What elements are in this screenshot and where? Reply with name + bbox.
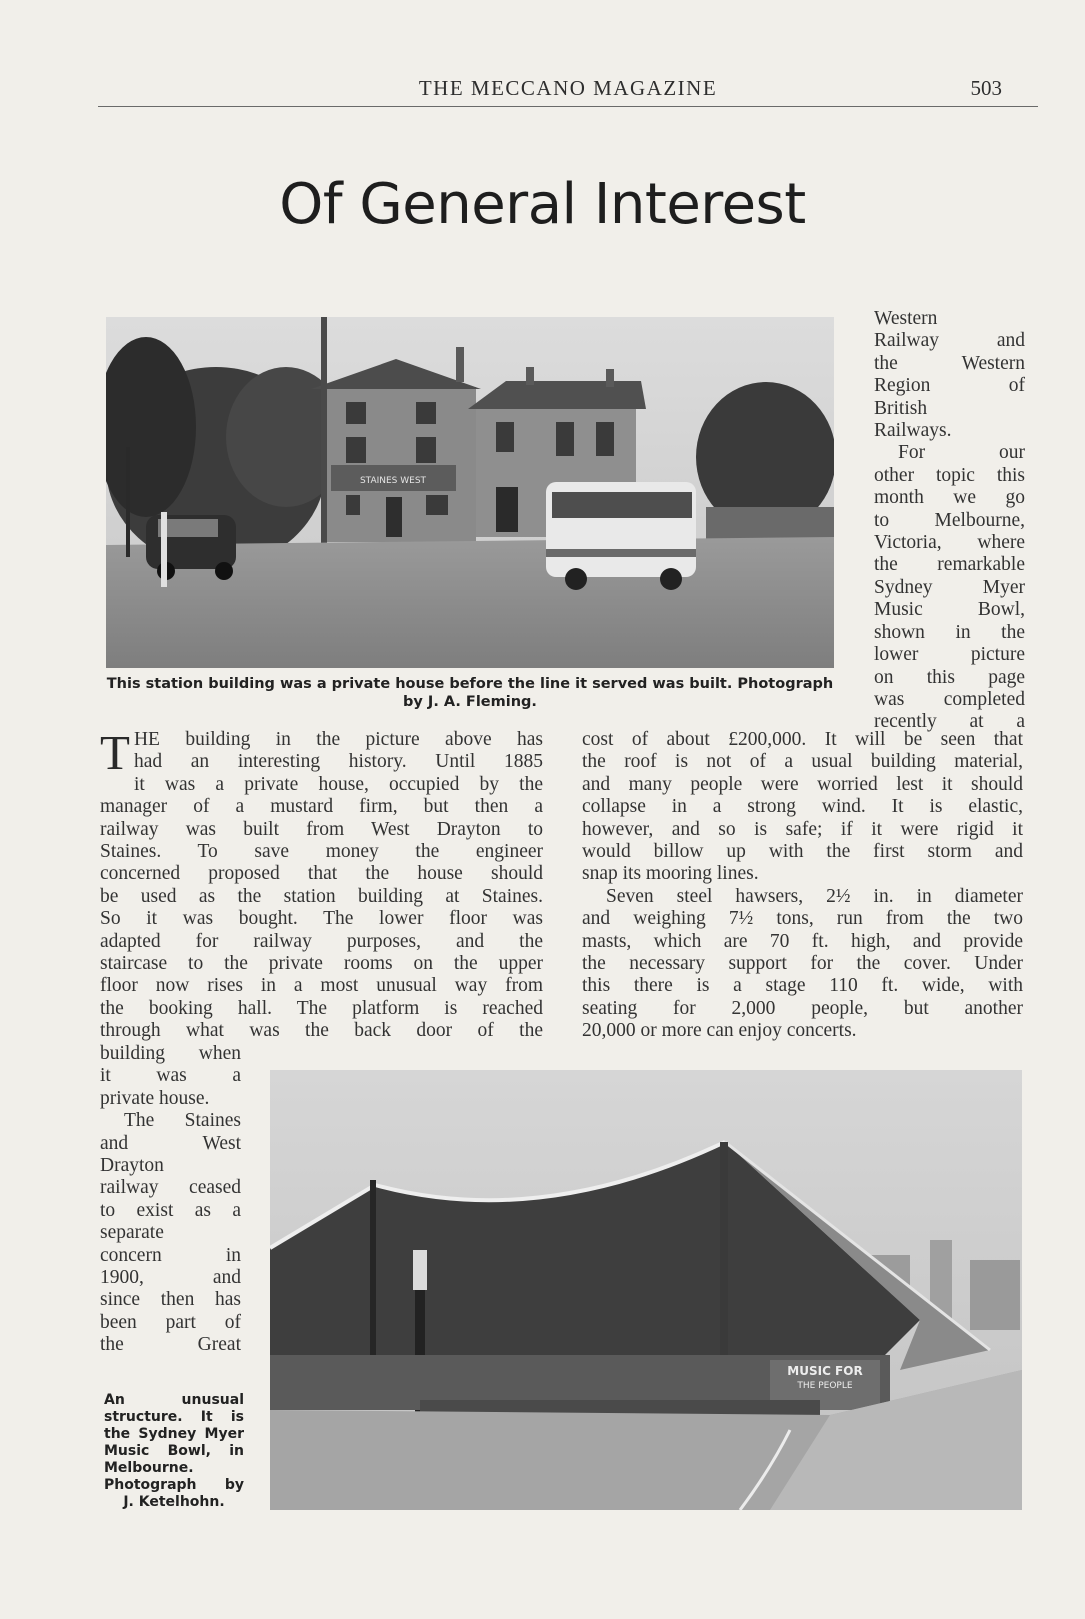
text-line: was completed [874, 688, 1025, 710]
left-column-text [100, 725, 543, 1043]
text-line: building when [100, 1043, 241, 1064]
text-line: this there is a stage 110 ft. wide, with [582, 975, 1023, 997]
text-line: So it was bought. The lower floor was [100, 908, 543, 930]
page-number: 503 [970, 76, 1002, 100]
caption-credit: J. Ketelhohn. [123, 1494, 225, 1510]
text-line: separate [100, 1222, 164, 1244]
text-line: to exist as a [100, 1199, 241, 1221]
middle-column-text [582, 729, 1023, 1043]
text-line: Railway and [874, 330, 1025, 352]
text-line: railway was built from West Drayton to [100, 818, 543, 840]
top-caption-line: This station building was a private house before the line it served was built. Photograph [106, 676, 834, 692]
text-line: floor now rises in a most unusual way from [100, 975, 543, 997]
text-line: staircase to the private rooms on the upper [100, 953, 543, 975]
text-line: had an interesting history. Until 1885 [133, 751, 543, 773]
station-sign-text: STAINES WEST [359, 476, 427, 486]
text-line: month we go [874, 487, 1025, 509]
text-line: the Great [100, 1334, 241, 1356]
text-line: For our [898, 442, 1025, 464]
text-line: and West [100, 1132, 241, 1154]
top-caption-credit: by J. A. Fleming. [403, 694, 537, 710]
text-line: the remarkable [874, 554, 1025, 576]
text-line: and many people were worried lest it should [582, 773, 1023, 795]
text-line: masts, which are 70 ft. high, and provide [582, 930, 1023, 952]
text-line: been part of [100, 1311, 241, 1333]
text-line: private house. [100, 1087, 210, 1109]
caption-line: Music Bowl, in [104, 1443, 244, 1459]
text-line: the necessary support for the cover. Under [582, 953, 1023, 975]
music-bowl-photo [270, 1070, 1022, 1510]
text-line: the roof is not of a usual building material, [582, 751, 1023, 773]
article-headline: Of General Interest [279, 172, 806, 237]
text-line: and weighing 7½ tons, run from the two [582, 908, 1023, 930]
text-line: Music Bowl, [874, 599, 1025, 621]
caption-line: Melbourne. [104, 1460, 194, 1476]
text-line: to Melbourne, [874, 509, 1025, 531]
text-line: Staines. To save money the engineer [100, 841, 543, 863]
text-line: Drayton [100, 1155, 164, 1177]
caption-line: Photograph by [104, 1477, 244, 1493]
text-line: British [874, 397, 928, 419]
text-line: cost of about £200,000. It will be seen that [582, 729, 1023, 750]
text-line: Sydney Myer [874, 576, 1025, 598]
text-line: however, and so is safe; if it were rigid it [582, 818, 1023, 840]
text-line: adapted for railway purposes, and the [100, 930, 543, 952]
text-line: Region of [874, 375, 1025, 397]
text-line: HE building in the picture above has [133, 729, 543, 750]
text-line: seating for 2,000 people, but another [582, 997, 1023, 1019]
text-line: since then has [100, 1289, 241, 1311]
running-title: THE MECCANO MAGAZINE [418, 76, 718, 100]
text-line: Victoria, where [874, 532, 1025, 554]
text-line: the Western [874, 352, 1025, 374]
text-line: concerned proposed that the house should [100, 863, 543, 885]
text-line: The Staines [124, 1110, 241, 1132]
text-line: other topic this [874, 464, 1025, 486]
station-building-photo [106, 317, 834, 668]
caption-line: the Sydney Myer [104, 1426, 244, 1442]
drop-cap: T [100, 725, 130, 780]
text-line: it was a [100, 1065, 241, 1087]
caption-line: structure. It is [104, 1409, 244, 1425]
text-line: concern in [100, 1244, 241, 1266]
text-line: on this page [874, 666, 1025, 688]
text-line: railway ceased [100, 1177, 241, 1199]
caption-line: An unusual [104, 1392, 244, 1408]
bowl-sign-line1: MUSIC FOR [787, 1364, 863, 1378]
text-line: be used as the station building at Staines. [100, 885, 543, 907]
text-line: lower picture [874, 644, 1025, 666]
text-line: would billow up with the first storm and [582, 841, 1023, 863]
text-line: through what was the back door of the [100, 1020, 543, 1042]
bowl-sign-line2: THE PEOPLE [797, 1381, 853, 1391]
text-line: collapse in a strong wind. It is elastic, [582, 796, 1023, 818]
running-head [98, 74, 1038, 107]
text-line: recently at a [874, 711, 1025, 733]
text-line: shown in the [874, 621, 1025, 643]
text-line: manager of a mustard firm, but then a [100, 796, 543, 818]
bottom-photo-caption [104, 1392, 244, 1511]
text-line: 20,000 or more can enjoy concerts. [582, 1020, 857, 1042]
right-column-text [874, 308, 1025, 734]
narrow-column-text [100, 1043, 241, 1357]
text-line: the booking hall. The platform is reached [100, 997, 543, 1019]
text-line: Seven steel hawsers, 2½ in. in diameter [606, 885, 1023, 907]
text-line: 1900, and [100, 1267, 241, 1289]
top-photo-caption [100, 675, 840, 711]
text-line: Railways. [874, 420, 952, 442]
text-line: snap its mooring lines. [582, 863, 759, 885]
text-line: Western [874, 308, 938, 329]
text-line: it was a private house, occupied by the [133, 773, 543, 795]
